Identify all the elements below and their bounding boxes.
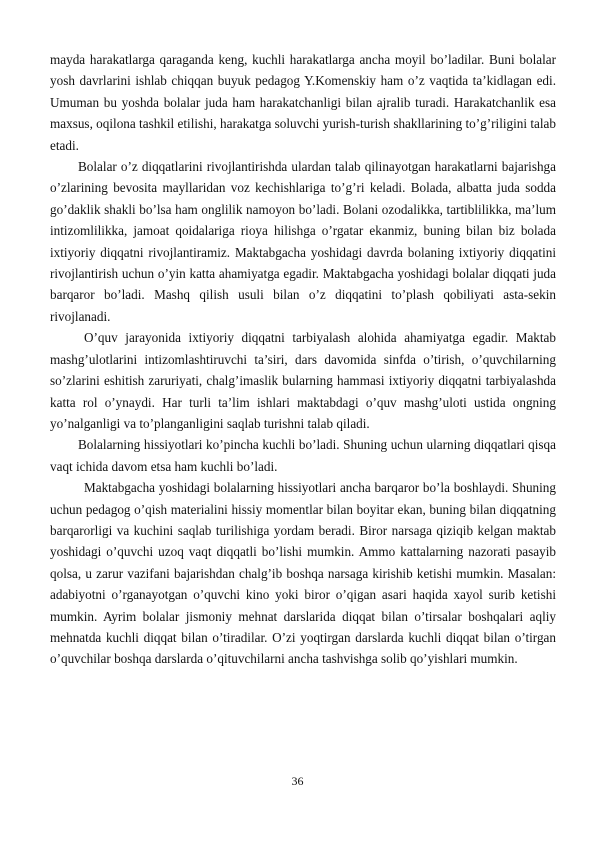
paragraph-4: Bolalarning hissiyotlari ko’pincha kuchli bo’ladi. Shuning uchun ularning diqqatlari qisqa vaqt ichida davom etsa ham kuchli bo’ladi. <box>50 437 556 474</box>
paragraph-5: Maktabgacha yoshidagi bolalarning hissiyotlari ancha barqaror bo’la boshlaydi. Shuning uchun pedagog o’qish materialini hissiy momentlar bilan boyitar ekan, buning bilan diqqatning barqarorligi va kuchini saqlab turilishiga yordam beradi. Biror narsaga qiziqib kelgan maktab yoshidagi o’quvchi uzoq vaqt diqqatli bo’lishi mumkin. Ammo kattalarning nazorati pasayib qolsa, u zarur vazifani bajarishdan chalg’ib boshqa narsaga kirishib ketishi mumkin. Masalan: adabiyotni o’rganayotgan o’quvchi kino yoki biror o’qigan asari haqida xayol surib ketishi mumkin. Ayrim bolalar jismoniy mehnat darslarida diqqat bilan o’tirsalar boshqalari aqliy mehnatda kuchli diqqat bilan o’tiradilar. O’zi yoqtirgan darslarda kuchli diqqat bilan o’tirgan o’quvchilar boshqa darslarda o’qituvchilarni ancha tashvishga solib qo’yishlari mumkin. <box>50 480 556 667</box>
paragraph-3: O’quv jarayonida ixtiyoriy diqqatni tarbiyalash alohida ahamiyatga egadir. Maktab mashg’ulotlarini intizomlashtiruvchi ta’siri, dars davomida sinfda o’tirish, o’quvchilarning so’zlarini eshitish zaruriyati, chalg’imaslik bularning hammasi ixtiyoriy diqqatni tarbiyalashda katta rol o’ynaydi. Har turli ta’lim ishlari maktabdagi o’quv mashg’uloti ustida ongning yo’nalganligi va to’planganligini saqlab turishni talab qiladi. <box>50 330 556 431</box>
page-number: 36 <box>291 774 304 788</box>
paragraph-2: Bolalar o’z diqqatlarini rivojlantirishda ulardan talab qilinayotgan harakatlarni bajarishga o’zlarining bevosita mayllaridan voz kechishlariga to’g’ri keladi. Bolada, albatta juda sodda go’daklik shakli bo’lsa ham onglilik namoyon bo’ladi. Bolani ozodalikka, tartiblilikka, ma’lum intizomlilikka, jamoat qoidalariga rioya hilishga o’rgatar ekanmiz, buning bilan biz bolada ixtiyoriy diqqatni rivojlantiramiz. Maktabgacha yoshidagi davrda bolaning ixtiyoriy diqqatini rivojlantirish uchun o’yin katta ahamiyatga egadir. Maktabgacha yoshidagi bolalar diqqati juda barqaror bo’ladi. Mashq qilish usuli bilan o’z diqqatini to’plash qobiliyati asta-sekin rivojlanadi. <box>50 159 556 324</box>
paragraph-1: mayda harakatlarga qaraganda keng, kuchli harakatlarga ancha moyil bo’ladilar. Buni bolalar yosh davrlarini ishlab chiqqan buyuk pedagog Y.Komenskiy ham o’z vaqtida ta’kidlagan edi. Umuman bu yoshda bolalar juda ham harakatchanligi bilan ajralib turadi. Harakatchanlik esa maxsus, oqilona tashkil etilishi, harakatga soluvchi yurish-turish shakllarining to’g’riligini talab etadi. <box>50 52 556 153</box>
body-text <box>50 49 556 670</box>
